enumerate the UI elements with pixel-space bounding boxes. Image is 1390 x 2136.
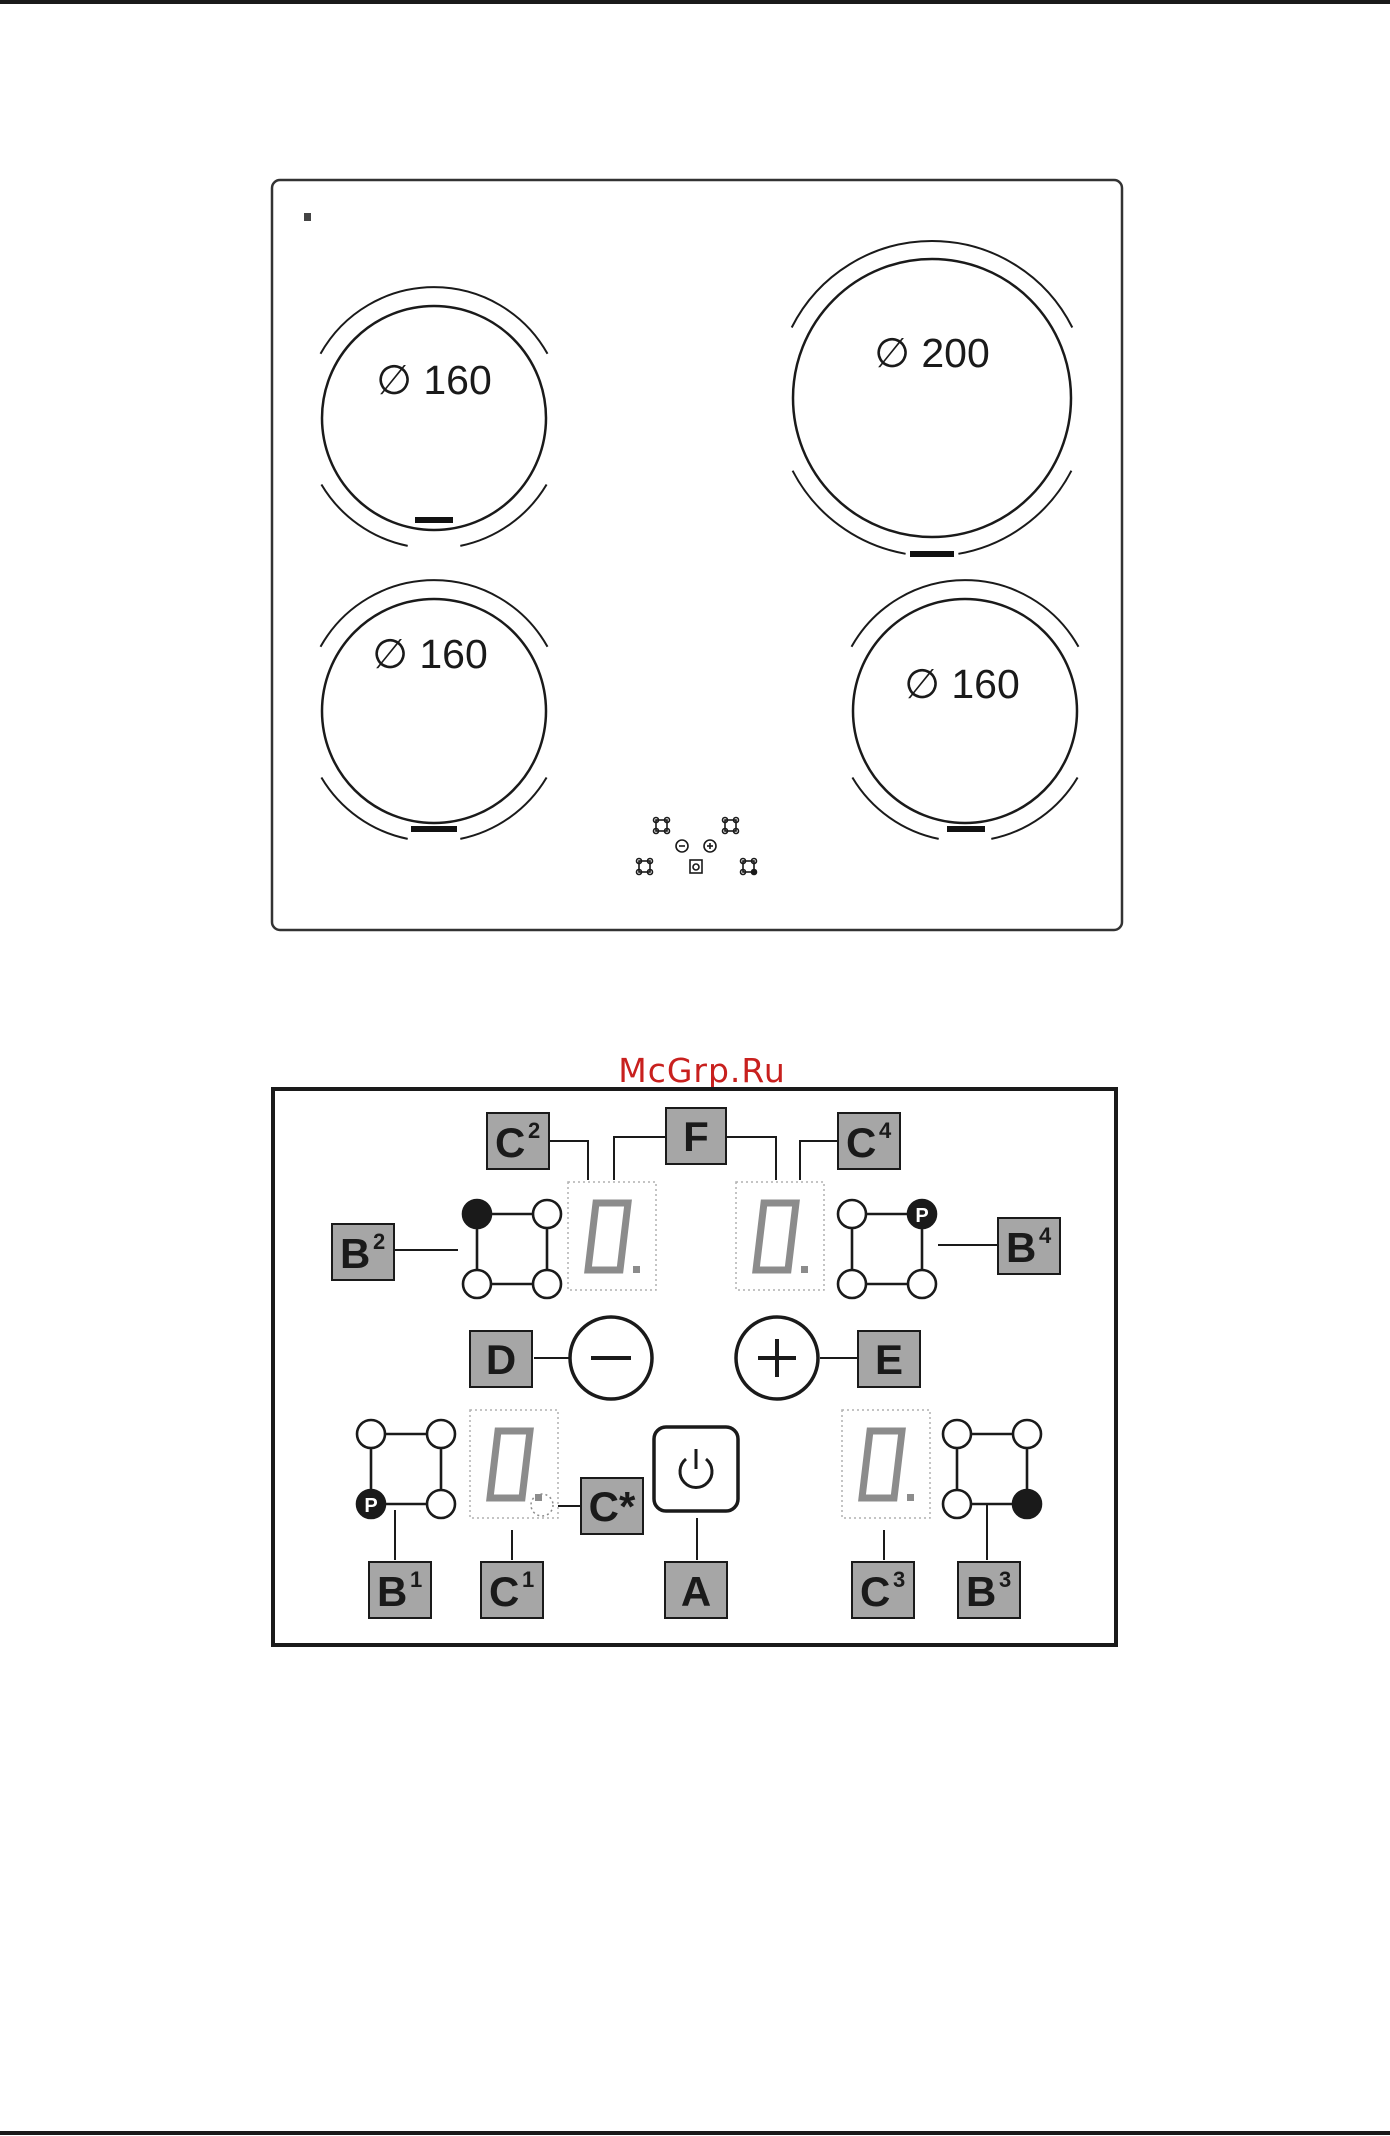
cooking-zone-bottom-right xyxy=(852,580,1079,839)
display-c4 xyxy=(736,1182,824,1290)
label-box-f xyxy=(666,1108,726,1164)
label-box-a xyxy=(665,1562,727,1618)
cooking-zone-bottom-left xyxy=(321,580,548,839)
cooking-zone-top-left xyxy=(321,287,548,546)
svg-text:1: 1 xyxy=(522,1567,535,1592)
label-box-b2 xyxy=(332,1224,394,1280)
zone-indicator-b3 xyxy=(943,1420,1041,1518)
label-box-e xyxy=(858,1331,920,1387)
label-box-cstar xyxy=(581,1478,643,1534)
svg-text:C: C xyxy=(495,1119,526,1166)
svg-text:2: 2 xyxy=(528,1118,541,1143)
label-box-b1 xyxy=(369,1562,431,1618)
zone-label-bottom-right: ∅ 160 xyxy=(904,661,1020,707)
label-box-c4 xyxy=(838,1113,900,1169)
watermark-text: McGrp.Ru xyxy=(618,1051,786,1090)
svg-text:1: 1 xyxy=(410,1567,423,1592)
svg-text:B: B xyxy=(340,1230,371,1277)
svg-text:F: F xyxy=(683,1113,709,1160)
svg-text:3: 3 xyxy=(893,1567,906,1592)
hob-corner-marker xyxy=(304,213,311,221)
label-box-c2 xyxy=(487,1113,549,1169)
svg-text:2: 2 xyxy=(373,1229,386,1254)
svg-text:B: B xyxy=(377,1568,408,1615)
p-marker-b4: P xyxy=(915,1205,929,1227)
label-box-b3 xyxy=(958,1562,1020,1618)
svg-text:4: 4 xyxy=(1039,1223,1052,1248)
control-panel-diagram xyxy=(273,1089,1116,1645)
svg-text:4: 4 xyxy=(879,1118,892,1143)
zone-label-top-right: ∅ 200 xyxy=(874,330,990,376)
svg-text:3: 3 xyxy=(999,1567,1012,1592)
label-box-b4 xyxy=(998,1218,1060,1274)
hob-diagram xyxy=(272,180,1122,930)
svg-text:E: E xyxy=(874,1336,904,1383)
label-box-c3 xyxy=(852,1562,914,1618)
plus-button[interactable] xyxy=(736,1317,818,1399)
label-box-d xyxy=(470,1331,532,1387)
zone-label-bottom-left: ∅ 160 xyxy=(372,631,488,677)
svg-text:B: B xyxy=(1006,1224,1037,1271)
svg-text:B: B xyxy=(966,1568,997,1615)
svg-text:C*: C* xyxy=(588,1483,636,1530)
label-box-c1 xyxy=(481,1562,543,1618)
display-c1 xyxy=(470,1410,558,1518)
svg-text:D: D xyxy=(485,1336,517,1383)
zone-label-top-left: ∅ 160 xyxy=(376,357,492,403)
cooking-zone-top-right xyxy=(792,241,1073,557)
power-button[interactable] xyxy=(654,1427,738,1511)
svg-text:C: C xyxy=(860,1568,891,1615)
svg-text:A: A xyxy=(680,1568,712,1615)
minus-button[interactable] xyxy=(570,1317,652,1399)
p-marker-b1: P xyxy=(364,1495,378,1517)
svg-text:C: C xyxy=(846,1119,877,1166)
svg-text:C: C xyxy=(489,1568,520,1615)
zone-indicator-b2 xyxy=(463,1200,561,1298)
mini-control-cluster xyxy=(637,818,757,875)
display-c2 xyxy=(568,1182,656,1290)
display-c3 xyxy=(842,1410,930,1518)
